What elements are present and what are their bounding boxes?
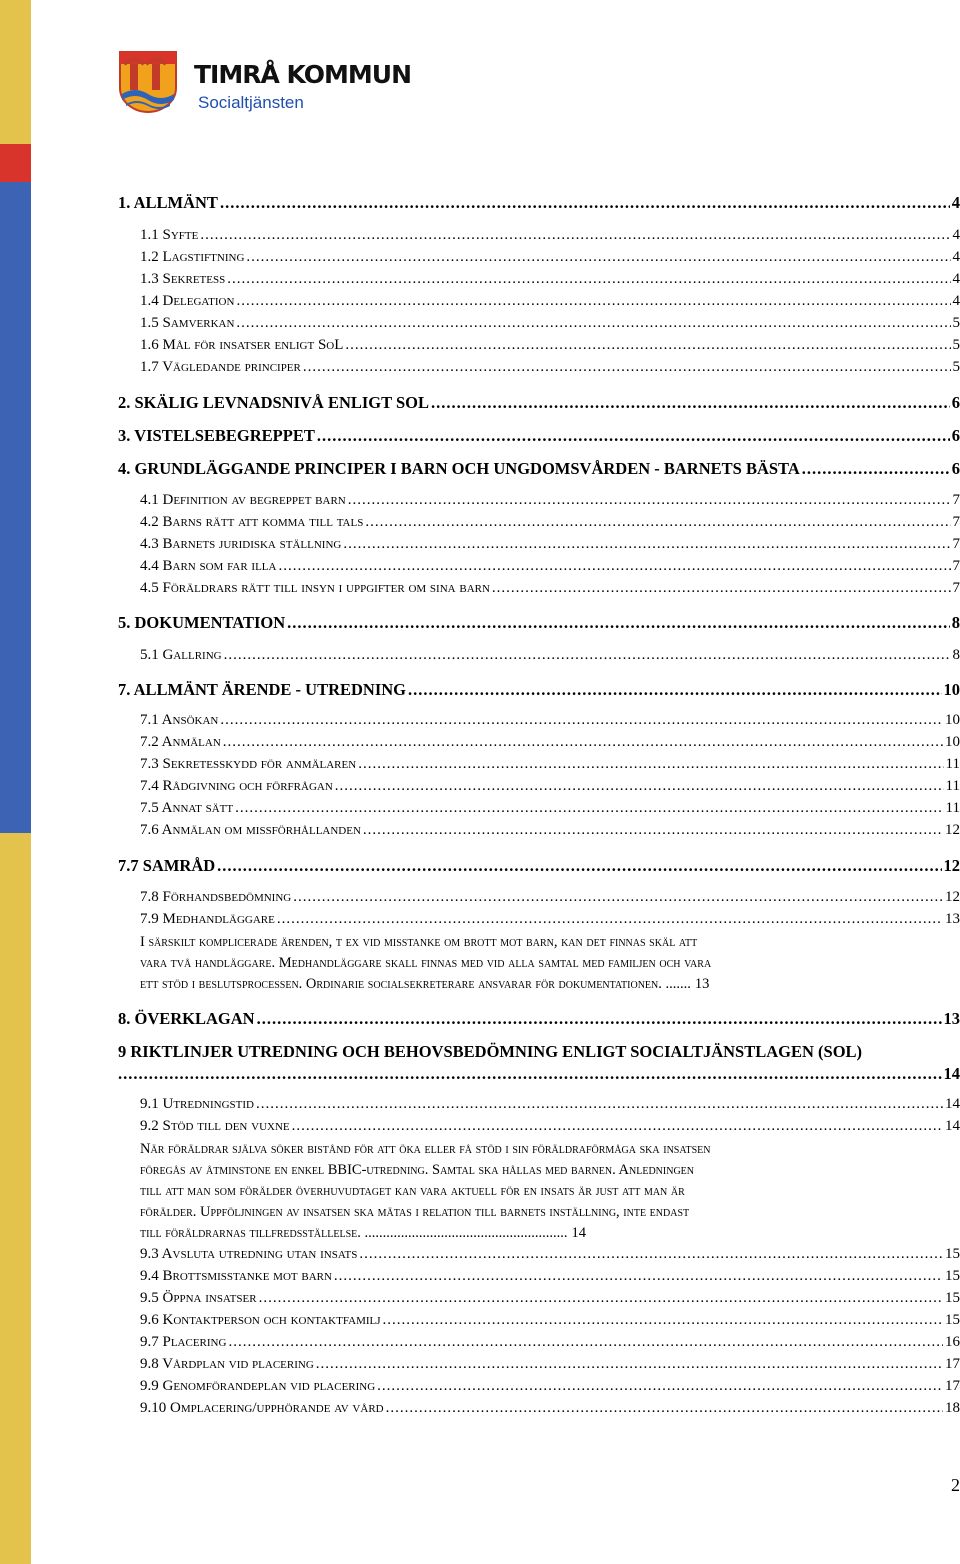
toc-entry[interactable]: 7.4 Rådgivning och förfrågan ..... 11: [140, 778, 960, 798]
toc-entry[interactable]: 4.4 Barn som far illa ..... 7: [140, 558, 960, 578]
coat-of-arms-icon: [118, 50, 178, 114]
toc-entry[interactable]: 4.1 Definition av begreppet barn ..... 7: [140, 492, 960, 512]
paragraph-line: När föräldrar själva söker bistånd för att öka eller få stöd i sin föräldraförmåga ska insatsen: [140, 1141, 711, 1157]
paragraph-line: föregås av åtminstone en enkel BBIC-utredning. Samtal ska hållas med barnen. Anledningen: [140, 1162, 695, 1178]
toc-entry[interactable]: 5.1 Gallring ..... 8: [140, 647, 960, 667]
paragraph-line: ett stöd i beslutsprocessen. Ordinarie socialsekreterare ansvarar för dokumentationen. ....... 13: [140, 976, 710, 992]
toc-entry[interactable]: 9.7 Placering ..... 16: [140, 1334, 960, 1354]
page-ref: 13: [694, 976, 710, 992]
toc-entry[interactable]: 7.1 Ansökan ..... 10: [140, 712, 960, 732]
toc-entry[interactable]: 7.9 Medhandläggare ..... 13: [140, 911, 960, 931]
toc-entry[interactable]: 1.2 Lagstiftning ..... 4: [140, 249, 960, 269]
paragraph-line: till att man som förälder överhuvudtaget kan vara aktuell för en insats är just att man är: [140, 1183, 685, 1199]
side-stripe-red: [0, 144, 31, 182]
toc-entry[interactable]: 1. ALLMÄNT ..... 4: [118, 193, 960, 213]
toc-entry[interactable]: 7.3 Sekretesskydd för anmälaren ..... 11: [140, 756, 960, 776]
toc-entry[interactable]: 1.7 Vägledande principer ..... 5: [140, 359, 960, 379]
paragraph-line: till föräldrarnas tillfredsställelse. ........................................................ 14: [140, 1225, 586, 1241]
toc-entry[interactable]: 7.6 Anmälan om missförhållanden ..... 12: [140, 822, 960, 842]
toc-entry[interactable]: 9.1 Utredningstid ..... 14: [140, 1096, 960, 1116]
toc-entry[interactable]: 1.6 Mål för insatser enligt SoL ..... 5: [140, 337, 960, 357]
toc-entry[interactable]: 7.8 Förhandsbedömning ..... 12: [140, 889, 960, 909]
toc-entry[interactable]: 4. GRUNDLÄGGANDE PRINCIPER I BARN OCH UNGDOMSVÅRDEN - BARNETS BÄSTA ..... 6: [118, 459, 960, 479]
toc-entry[interactable]: 9.9 Genomförandeplan vid placering ..... 17: [140, 1378, 960, 1398]
page-ref: 14: [571, 1225, 586, 1241]
toc-entry[interactable]: 9.4 Brottsmisstanke mot barn ..... 15: [140, 1268, 960, 1288]
logo: [118, 50, 418, 116]
org-name: TIMRÅ KOMMUN: [194, 60, 412, 89]
toc-entry[interactable]: 1.4 Delegation ..... 4: [140, 293, 960, 313]
toc-entry[interactable]: 5. DOKUMENTATION ..... 8: [118, 613, 960, 633]
toc-entry[interactable]: 9.5 Öppna insatser ..... 15: [140, 1290, 960, 1310]
toc-paragraph-stod: [140, 1139, 710, 1244]
toc-entry[interactable]: 4.5 Föräldrars rätt till insyn i uppgifter om sina barn ..... 7: [140, 580, 960, 600]
toc-entry-title[interactable]: 9 RIKTLINJER UTREDNING OCH BEHOVSBEDÖMNING ENLIGT SOCIALTJÄNSTLAGEN (SOL): [118, 1042, 863, 1061]
toc-entry[interactable]: 1.5 Samverkan ..... 5: [140, 315, 960, 335]
toc-entry[interactable]: 1.1 Syfte ..... 4: [140, 227, 960, 247]
toc-entry[interactable]: 9.8 Vårdplan vid placering ..... 17: [140, 1356, 960, 1376]
toc-entry[interactable]: 2. SKÄLIG LEVNADSNIVÅ ENLIGT SOL ..... 6: [118, 393, 960, 413]
paragraph-line: förälder. Uppföljningen av insatsen ska mätas i relation till barnets inställning, inte endast: [140, 1204, 690, 1220]
toc-entry[interactable]: 9.3 Avsluta utredning utan insats ..... 15: [140, 1246, 960, 1266]
toc-entry[interactable]: 9.6 Kontaktperson och kontaktfamilj ..... 15: [140, 1312, 960, 1332]
toc-entry[interactable]: 4.2 Barns rätt att komma till tals ..... 7: [140, 514, 960, 534]
side-stripe-blue: [0, 182, 31, 833]
page-number: 2: [951, 1475, 960, 1495]
toc-entry[interactable]: 9.2 Stöd till den vuxne ..... 14: [140, 1118, 960, 1138]
toc-entry-continuation[interactable]: ..... 14: [118, 1064, 960, 1084]
toc-entry[interactable]: 7.2 Anmälan ..... 10: [140, 734, 960, 754]
paragraph-line: vara två handläggare. Medhandläggare skall finnas med vid alla samtal med familjen och vara: [140, 955, 712, 971]
paragraph-line: I särskilt komplicerade ärenden, t ex vid misstanke om brott mot barn, kan det finnas skäl att: [140, 934, 698, 950]
toc-entry[interactable]: 7.5 Annat sätt ..... 11: [140, 800, 960, 820]
toc-entry[interactable]: 9.10 Omplacering/upphörande av vård ..... 18: [140, 1400, 960, 1420]
toc-entry[interactable]: 8. ÖVERKLAGAN ..... 13: [118, 1009, 960, 1029]
toc-entry[interactable]: 7. ALLMÄNT ÄRENDE - UTREDNING ..... 10: [118, 680, 960, 700]
toc-entry[interactable]: 7.7 SAMRÅD ..... 12: [118, 856, 960, 876]
dept-name: Socialtjänsten: [198, 93, 304, 112]
toc-entry[interactable]: 4.3 Barnets juridiska ställning ..... 7: [140, 536, 960, 556]
toc-entry[interactable]: 1.3 Sekretess ..... 4: [140, 271, 960, 291]
toc-entry[interactable]: 3. VISTELSEBEGREPPET ..... 6: [118, 426, 960, 446]
toc-paragraph-medhandlaggare: [140, 932, 711, 995]
